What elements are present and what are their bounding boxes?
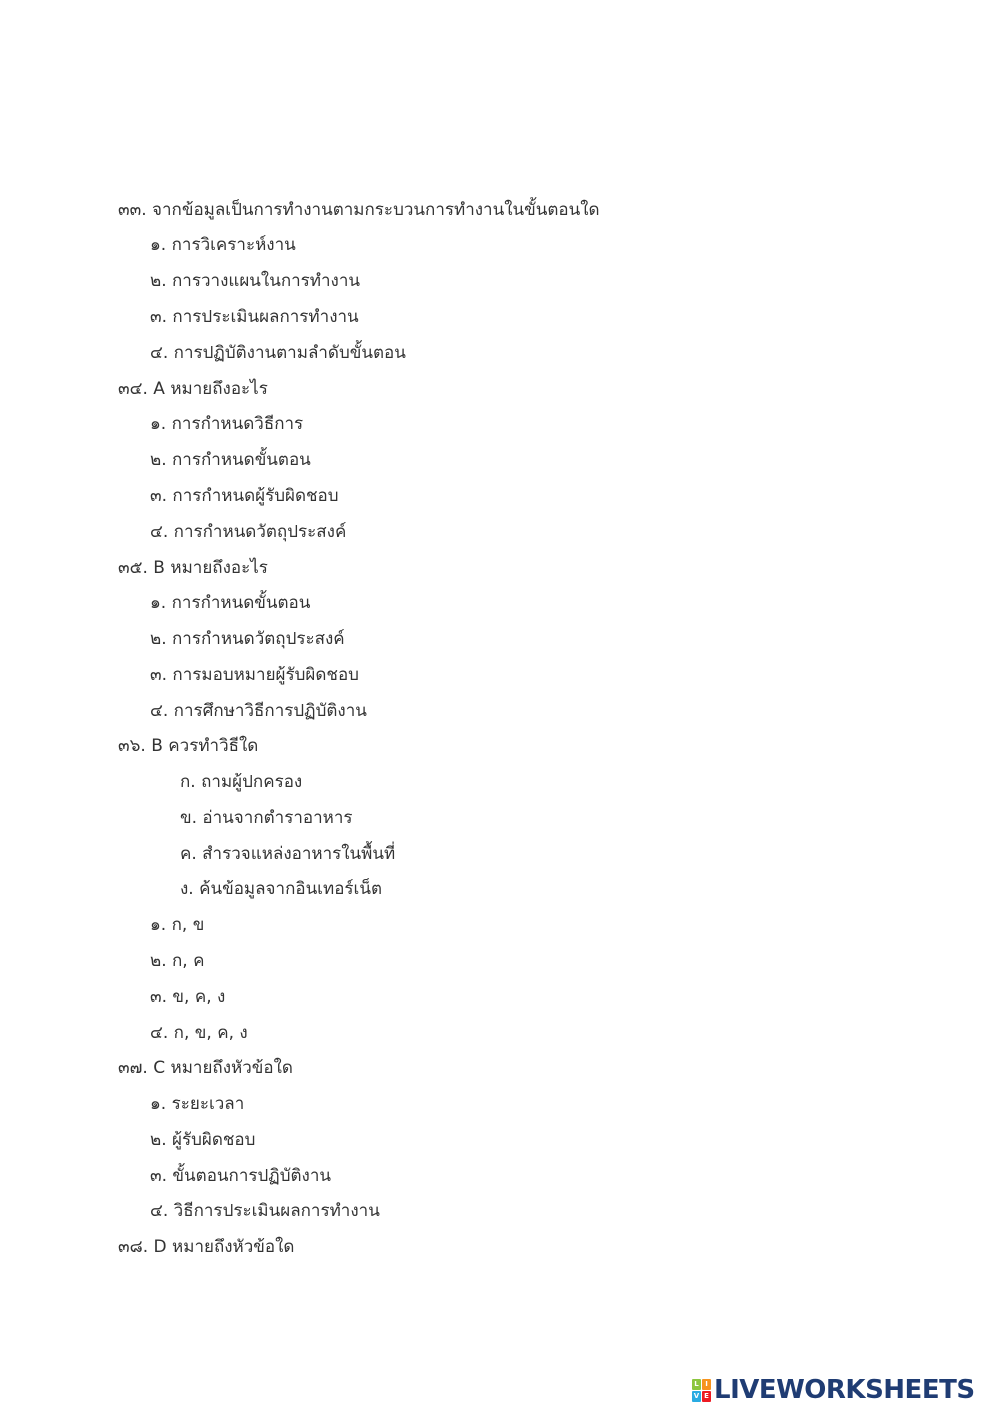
option-item: ๓. ข, ค, ง <box>150 987 226 1007</box>
question-33: ๓๓. จากข้อมูลเป็นการทำงานตามกระบวนการทำงานในขั้นตอนใด <box>118 200 600 220</box>
option-item: ๔. การศึกษาวิธีการปฏิบัติงาน <box>150 701 367 721</box>
option-item: ๔. การกำหนดวัตถุประสงค์ <box>150 522 347 542</box>
question-37: ๓๗. C หมายถึงหัวข้อใด <box>118 1058 293 1078</box>
sub-item: ง. ค้นข้อมูลจากอินเทอร์เน็ต <box>180 879 383 899</box>
option-item: ๒. การกำหนดขั้นตอน <box>150 450 311 470</box>
logo-tile-e: E <box>702 1391 711 1402</box>
sub-item: ก. ถามผู้ปกครอง <box>180 772 303 792</box>
option-item: ๒. ก, ค <box>150 951 205 971</box>
option-item: ๔. การปฏิบัติงานตามลำดับขั้นตอน <box>150 343 406 363</box>
logo-tile-i: I <box>702 1379 711 1390</box>
option-item: ๔. วิธีการประเมินผลการทำงาน <box>150 1201 380 1221</box>
question-38: ๓๘. D หมายถึงหัวข้อใด <box>118 1237 295 1257</box>
logo-tile-l: L <box>692 1379 701 1390</box>
option-item: ๔. ก, ข, ค, ง <box>150 1023 248 1043</box>
question-34: ๓๔. A หมายถึงอะไร <box>118 379 268 399</box>
option-item: ๓. การประเมินผลการทำงาน <box>150 307 359 327</box>
sub-item: ค. สำรวจแหล่งอาหารในพื้นที่ <box>180 844 396 864</box>
liveworksheets-logo-icon <box>692 1379 711 1402</box>
option-item: ๑. การกำหนดขั้นตอน <box>150 593 311 613</box>
option-item: ๒. ผู้รับผิดชอบ <box>150 1130 256 1150</box>
option-item: ๓. ขั้นตอนการปฏิบัติงาน <box>150 1166 332 1186</box>
option-item: ๑. ระยะเวลา <box>150 1094 245 1114</box>
option-item: ๓. การกำหนดผู้รับผิดชอบ <box>150 486 339 506</box>
logo-tile-v: V <box>693 1391 700 1400</box>
question-36: ๓๖. B ควรทำวิธีใด <box>118 736 259 756</box>
option-item: ๓. การมอบหมายผู้รับผิดชอบ <box>150 665 359 685</box>
question-35: ๓๕. B หมายถึงอะไร <box>118 558 268 578</box>
option-item: ๑. ก, ข <box>150 915 205 935</box>
sub-item: ข. อ่านจากตำราอาหาร <box>180 808 353 828</box>
option-item: ๑. การวิเคราะห์งาน <box>150 235 296 255</box>
option-item: ๑. การกำหนดวิธีการ <box>150 414 304 434</box>
liveworksheets-logo-text: LIVEWORKSHEETS <box>714 1375 975 1405</box>
option-item: ๒. การกำหนดวัตถุประสงค์ <box>150 629 345 649</box>
option-item: ๒. การวางแผนในการทำงาน <box>150 271 361 291</box>
liveworksheets-logo <box>692 1377 975 1403</box>
